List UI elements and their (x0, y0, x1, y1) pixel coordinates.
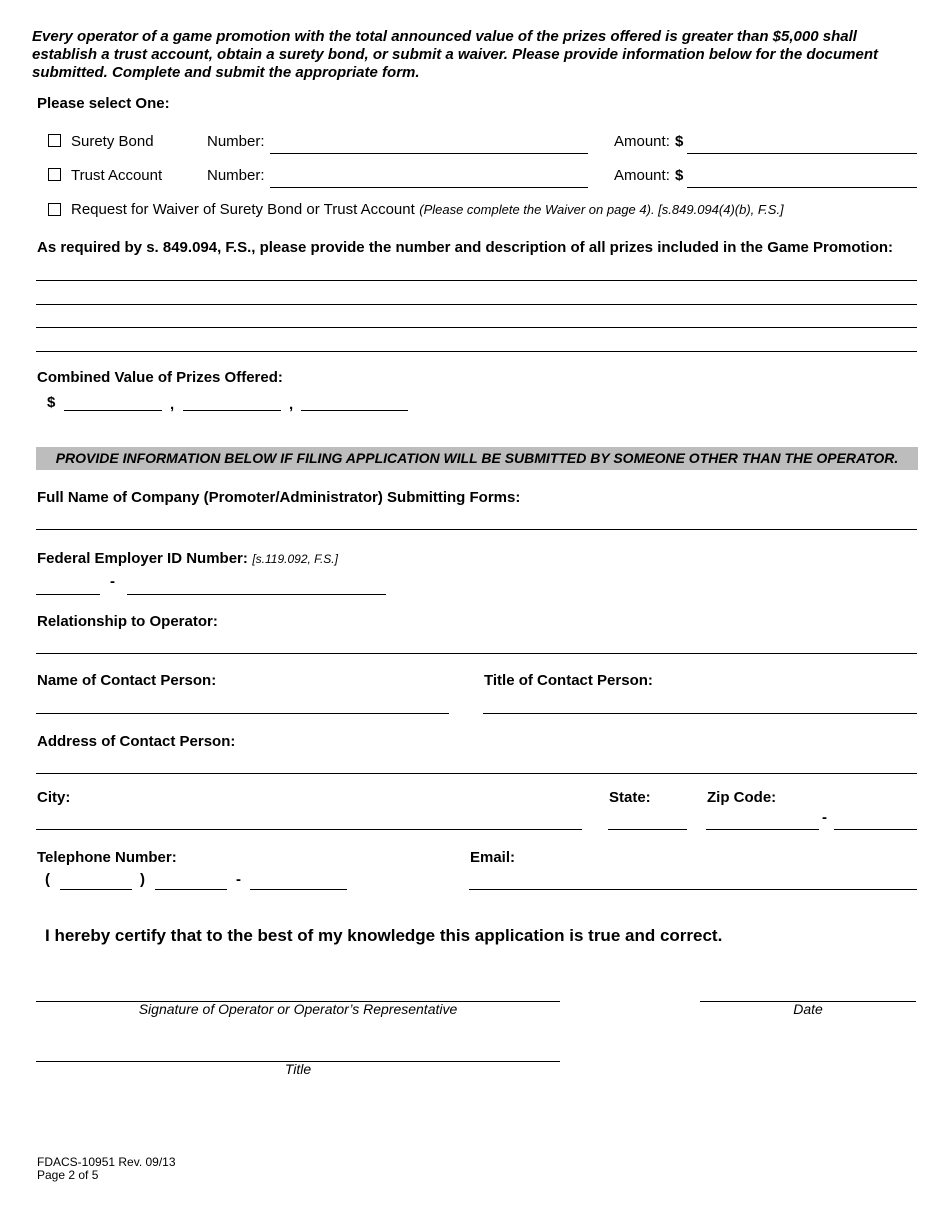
surety-bond-amount-field[interactable] (687, 153, 917, 154)
prizes-line-2[interactable] (36, 304, 917, 305)
relationship-label: Relationship to Operator: (37, 613, 218, 630)
zip-label: Zip Code: (707, 789, 777, 806)
surety-bond-dollar-sign: $ (675, 133, 684, 150)
company-name-label: Full Name of Company (Promoter/Administrator) Submitting Forms: (37, 489, 521, 506)
trust-account-number-label: Number: (207, 167, 265, 184)
intro-paragraph: Every operator of a game promotion with the total announced value of the prizes offered is greater than $5,000 shall establish a trust account, obtain a surety bond, or submit a waiver. Please provide information below for the document submitted. Complete and submit the appropriate form. (32, 28, 878, 81)
fein-heading (37, 550, 338, 568)
telephone-line-field[interactable] (250, 889, 347, 890)
telephone-open-paren: ( (45, 871, 50, 888)
contact-title-label: Title of Contact Person: (484, 672, 653, 689)
page-number: Page 2 of 5 (37, 1168, 99, 1182)
surety-bond-checkbox[interactable] (48, 134, 61, 147)
combined-value-millions-field[interactable] (64, 410, 162, 411)
contact-name-label: Name of Contact Person: (37, 672, 217, 689)
combined-value-dollar: $ (47, 394, 56, 411)
telephone-close-paren: ) (140, 871, 145, 888)
company-name-field[interactable] (36, 529, 917, 530)
prizes-line-4[interactable] (36, 351, 917, 352)
combined-value-thousands-field[interactable] (183, 410, 281, 411)
form-id: FDACS-10951 Rev. 09/13 (37, 1155, 176, 1169)
prizes-line-3[interactable] (36, 327, 917, 328)
trust-account-amount-label: Amount: (614, 167, 670, 184)
zip-field[interactable] (706, 829, 819, 830)
surety-bond-number-label: Number: (207, 133, 265, 150)
waiver-label: Request for Waiver of Surety Bond or Trust Account (71, 201, 415, 218)
title-caption: Title (284, 1061, 312, 1077)
telephone-prefix-field[interactable] (155, 889, 227, 890)
trust-account-number-field[interactable] (270, 187, 588, 188)
city-label: City: (37, 789, 71, 806)
surety-bond-label: Surety Bond (71, 133, 154, 150)
telephone-label: Telephone Number: (37, 849, 177, 866)
trust-account-label: Trust Account (71, 167, 163, 184)
waiver-note: (Please complete the Waiver on page 4). [s.849.094(4)(b), F.S.] (419, 202, 784, 217)
waiver-checkbox[interactable] (48, 203, 61, 216)
waiver-row (71, 201, 784, 219)
contact-address-label: Address of Contact Person: (37, 733, 236, 750)
zip-dash: - (822, 809, 827, 826)
signature-caption: Signature of Operator or Operator’s Representative (138, 1001, 458, 1017)
zip-extension-field[interactable] (834, 829, 917, 830)
fein-prefix-field[interactable] (36, 594, 100, 595)
fein-dash: - (110, 573, 115, 590)
fein-reference: [s.119.092, F.S.] (252, 552, 338, 566)
prizes-heading: As required by s. 849.094, F.S., please provide the number and description of all prizes included in the Game Promotion: (37, 239, 894, 256)
select-one-label: Please select One: (37, 95, 170, 112)
prizes-line-1[interactable] (36, 280, 917, 281)
email-label: Email: (470, 849, 516, 866)
telephone-dash: - (236, 871, 241, 888)
combined-value-units-field[interactable] (301, 410, 408, 411)
state-field[interactable] (608, 829, 687, 830)
trust-account-amount-field[interactable] (687, 187, 917, 188)
surety-bond-number-field[interactable] (270, 153, 588, 154)
combined-value-label: Combined Value of Prizes Offered: (37, 369, 283, 386)
surety-bond-amount-label: Amount: (614, 133, 670, 150)
contact-name-field[interactable] (36, 713, 449, 714)
date-caption: Date (793, 1001, 823, 1017)
certification-statement: I hereby certify that to the best of my knowledge this application is true and correct. (45, 926, 723, 945)
relationship-field[interactable] (36, 653, 917, 654)
combined-value-comma-2: , (289, 396, 294, 413)
state-label: State: (609, 789, 651, 806)
combined-value-comma-1: , (170, 396, 175, 413)
telephone-area-code-field[interactable] (60, 889, 132, 890)
submitter-banner: PROVIDE INFORMATION BELOW IF FILING APPLICATION WILL BE SUBMITTED BY SOMEONE OTHER THAN THE OPERATOR. (36, 447, 918, 470)
fein-suffix-field[interactable] (127, 594, 386, 595)
contact-address-field[interactable] (36, 773, 917, 774)
footer (37, 1156, 176, 1182)
city-field[interactable] (36, 829, 582, 830)
trust-account-dollar-sign: $ (675, 167, 684, 184)
email-field[interactable] (469, 889, 917, 890)
trust-account-checkbox[interactable] (48, 168, 61, 181)
contact-title-field[interactable] (483, 713, 917, 714)
fein-label: Federal Employer ID Number: (37, 550, 248, 567)
